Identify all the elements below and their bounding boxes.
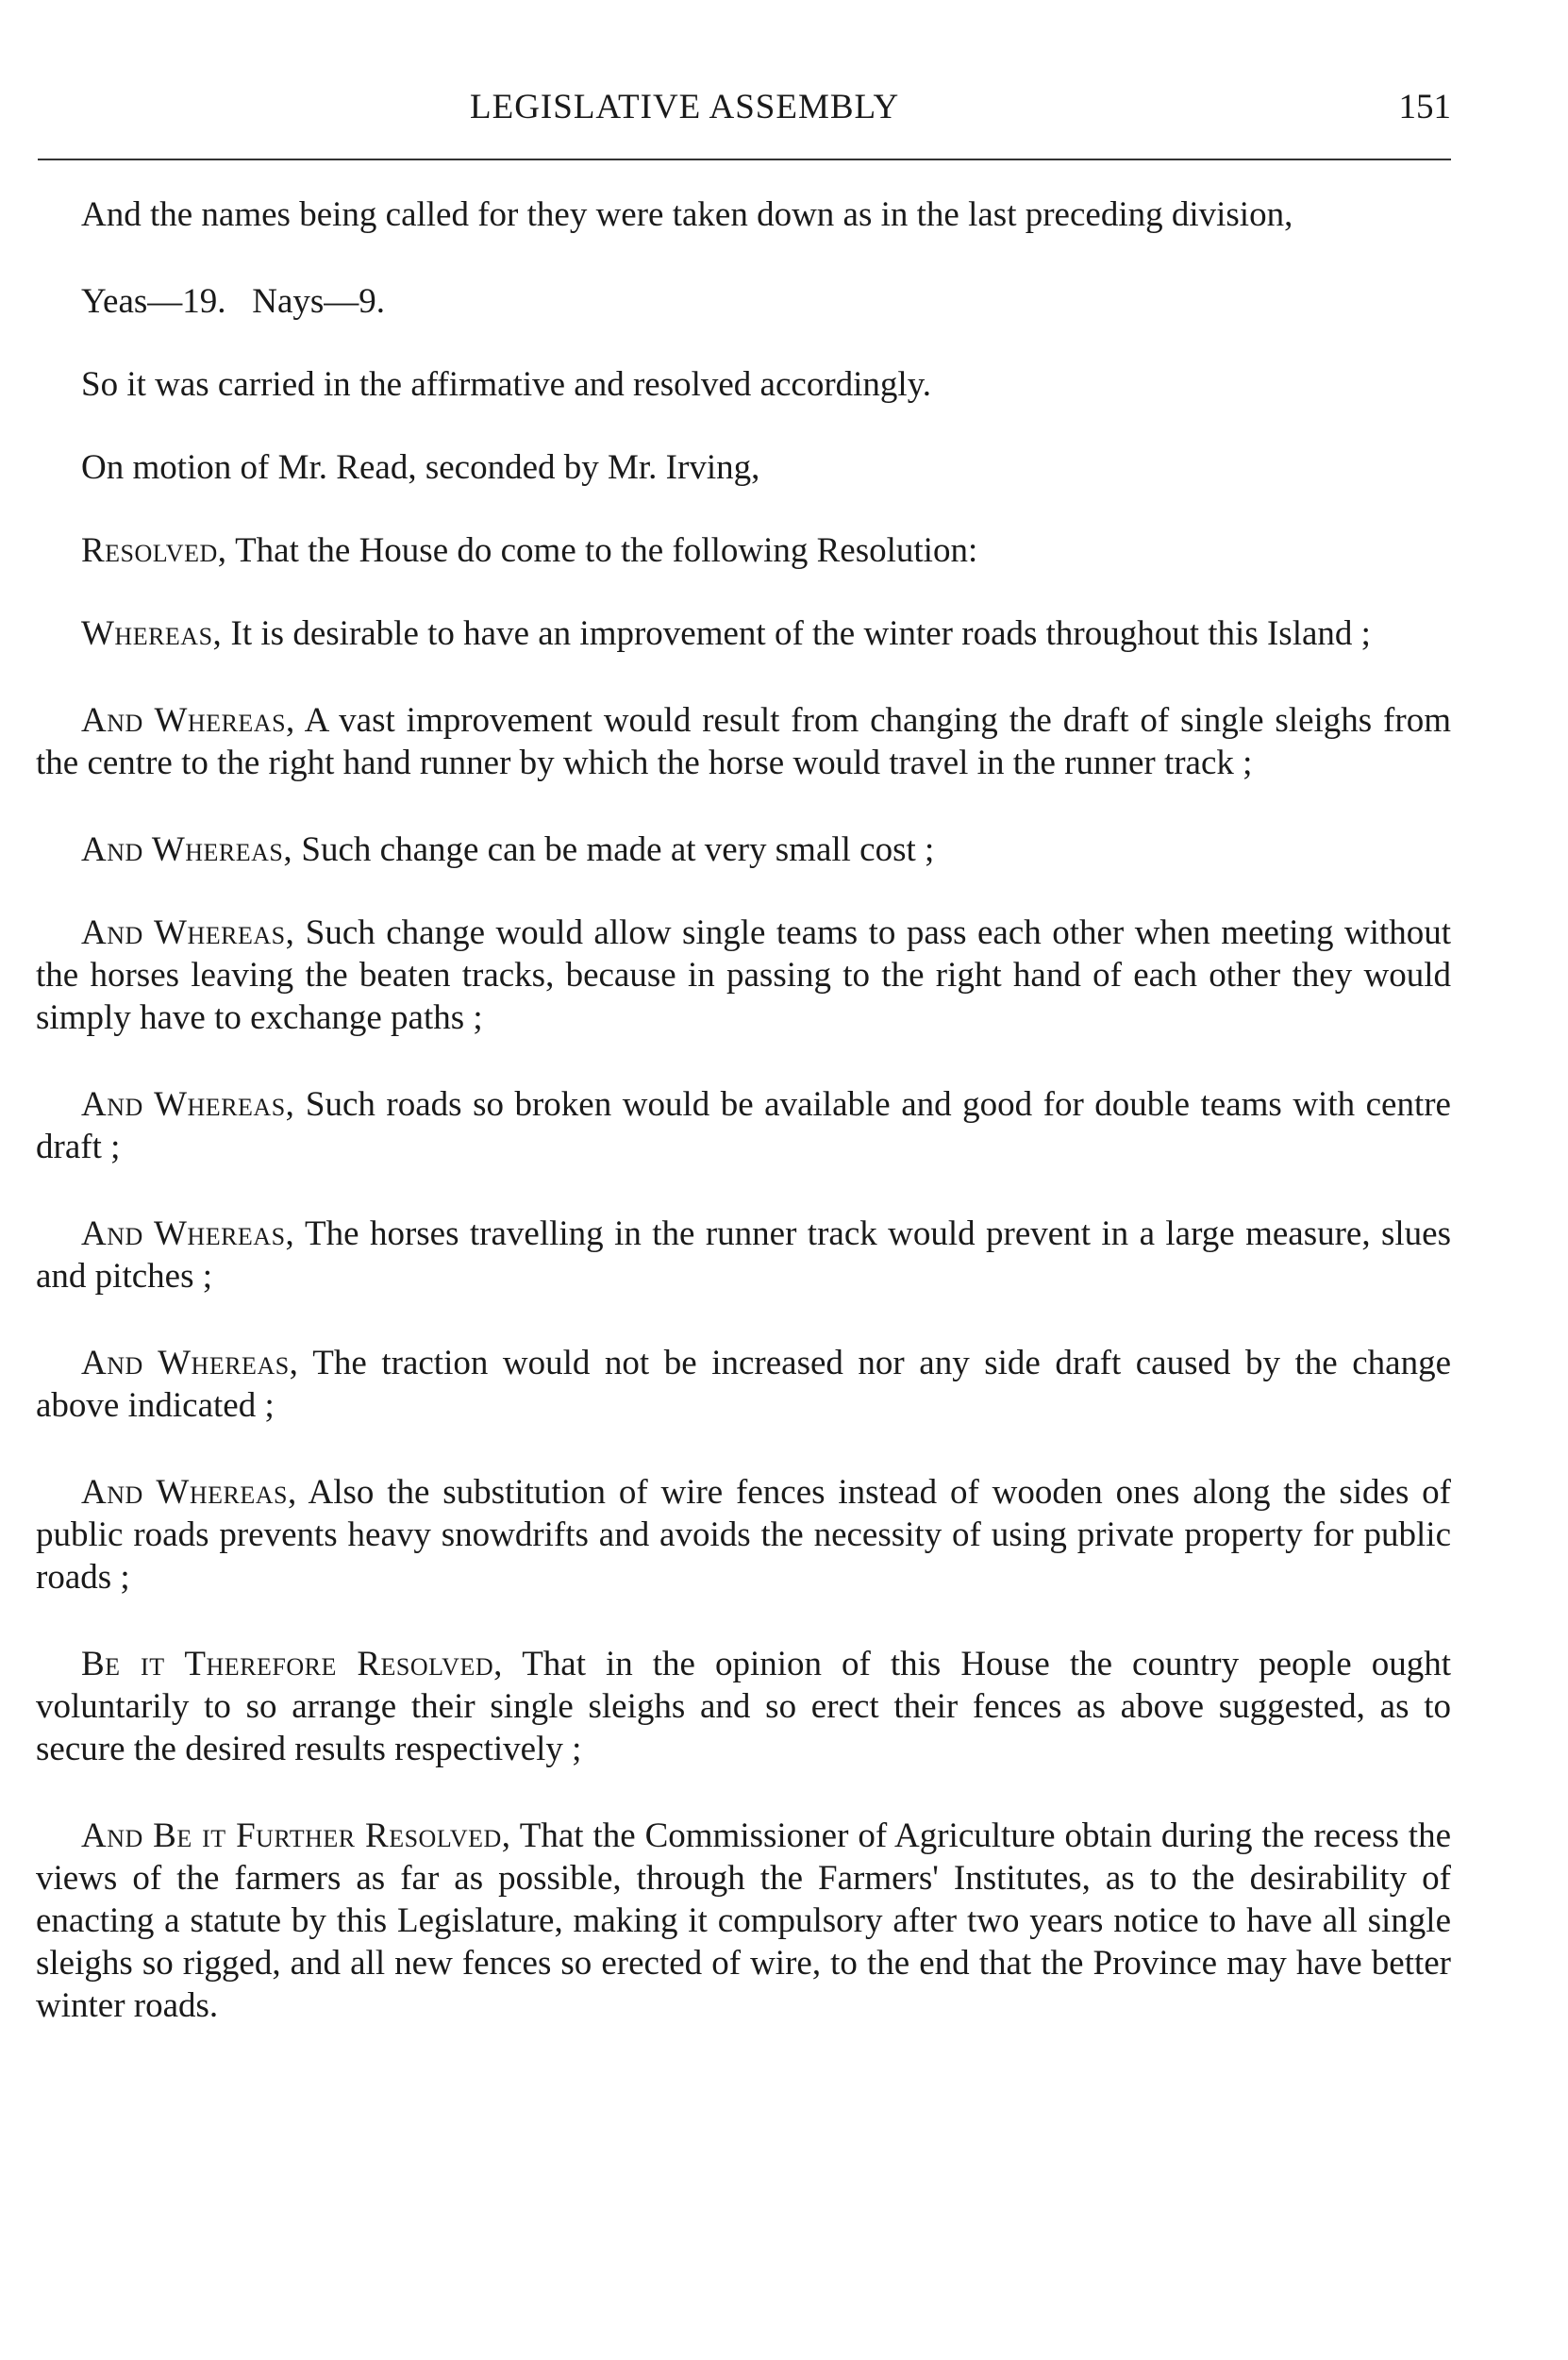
paragraph-vote-count [36, 280, 1451, 323]
paragraph-motion [36, 446, 1451, 489]
paragraph-text: That in the opinion of this House the country people ought voluntarily to so arrange their single sleighs and so erect their fences as above suggested, as to secure the desired results respectively ; [36, 1645, 1451, 1768]
paragraph-lead: And Whereas, [81, 830, 293, 869]
paragraph-text: Such roads so broken would be available and good for double teams with centre draft ; [36, 1085, 1451, 1166]
paragraph-carried [36, 363, 1451, 406]
paragraph-further-resolved [36, 1815, 1451, 2027]
paragraph-whereas-5 [36, 1083, 1451, 1168]
paragraph-lead: And Whereas, [81, 1473, 297, 1512]
paragraph-text: The traction would not be increased nor any side draft caused by the change above indicated ; [36, 1344, 1451, 1425]
paragraph-text: On motion of Mr. Read, seconded by Mr. Irving, [81, 448, 760, 487]
paragraph-lead: Be it Therefore Resolved, [81, 1645, 503, 1683]
paragraph-text: A vast improvement would result from changing the draft of single sleighs from the centre to the right hand runner by which the horse would travel in the runner track ; [36, 701, 1451, 782]
paragraph-resolved [36, 529, 1451, 572]
paragraph-lead: And Whereas, [81, 1344, 299, 1382]
paragraph-lead: And Whereas, [81, 1214, 295, 1253]
paragraph-lead: And Be it Further Resolved, [81, 1816, 511, 1855]
paragraph-lead: And Whereas, [81, 1085, 295, 1124]
header-rule [38, 159, 1451, 160]
paragraph-whereas-8 [36, 1471, 1451, 1598]
page-number: 151 [1398, 88, 1451, 126]
paragraph-text: The horses travelling in the runner track would prevent in a large measure, slues and pitches ; [36, 1214, 1451, 1296]
paragraph-text: Yeas—19. Nays—9. [81, 282, 386, 321]
paragraph-text: So it was carried in the affirmative and resolved accordingly. [81, 365, 932, 404]
body-text [36, 193, 1451, 2071]
paragraph-lead: Whereas, [81, 614, 223, 653]
paragraph-text: And the names being called for they were taken down as in the last preceding division, [81, 195, 1293, 234]
paragraph-text: It is desirable to have an improvement of the winter roads throughout this Island ; [222, 614, 1371, 653]
paragraph-whereas-2 [36, 699, 1451, 784]
paragraph-whereas-4 [36, 912, 1451, 1039]
paragraph-names-called [36, 193, 1451, 236]
paragraph-whereas-7 [36, 1342, 1451, 1427]
paragraph-whereas-1 [36, 612, 1451, 655]
paragraph-text: Such change would allow single teams to pass each other when meeting without the horses leaving the beaten tracks, because in passing to the right hand of each other they would simply have to exchange paths ; [36, 913, 1451, 1037]
paragraph-lead: And Whereas, [81, 701, 295, 740]
paragraph-whereas-6 [36, 1213, 1451, 1297]
paragraph-therefore-resolved [36, 1643, 1451, 1770]
paragraph-text: Also the substitution of wire fences instead of wooden ones along the sides of public roads prevents heavy snowdrifts and avoids the necessity of using private property for public roads ; [36, 1473, 1451, 1597]
paragraph-lead: And Whereas, [81, 913, 295, 952]
paragraph-text: Such change can be made at very small cost ; [292, 830, 935, 869]
paragraph-text: That the Commissioner of Agriculture obtain during the recess the views of the farmers as far as possible, through the Farmers' Institutes, as to the desirability of enacting a statute by this Legislature, making it compulsory after two years notice to have all single sleighs so rigged, and all new fences so erected of wire, to the end that the Province may have better winter roads. [36, 1816, 1451, 2025]
running-header [36, 87, 1451, 143]
paragraph-text: That the House do come to the following Resolution: [226, 531, 978, 570]
paragraph-lead: Resolved, [81, 531, 227, 570]
paragraph-whereas-3 [36, 829, 1451, 871]
header-title: LEGISLATIVE ASSEMBLY [470, 88, 900, 126]
